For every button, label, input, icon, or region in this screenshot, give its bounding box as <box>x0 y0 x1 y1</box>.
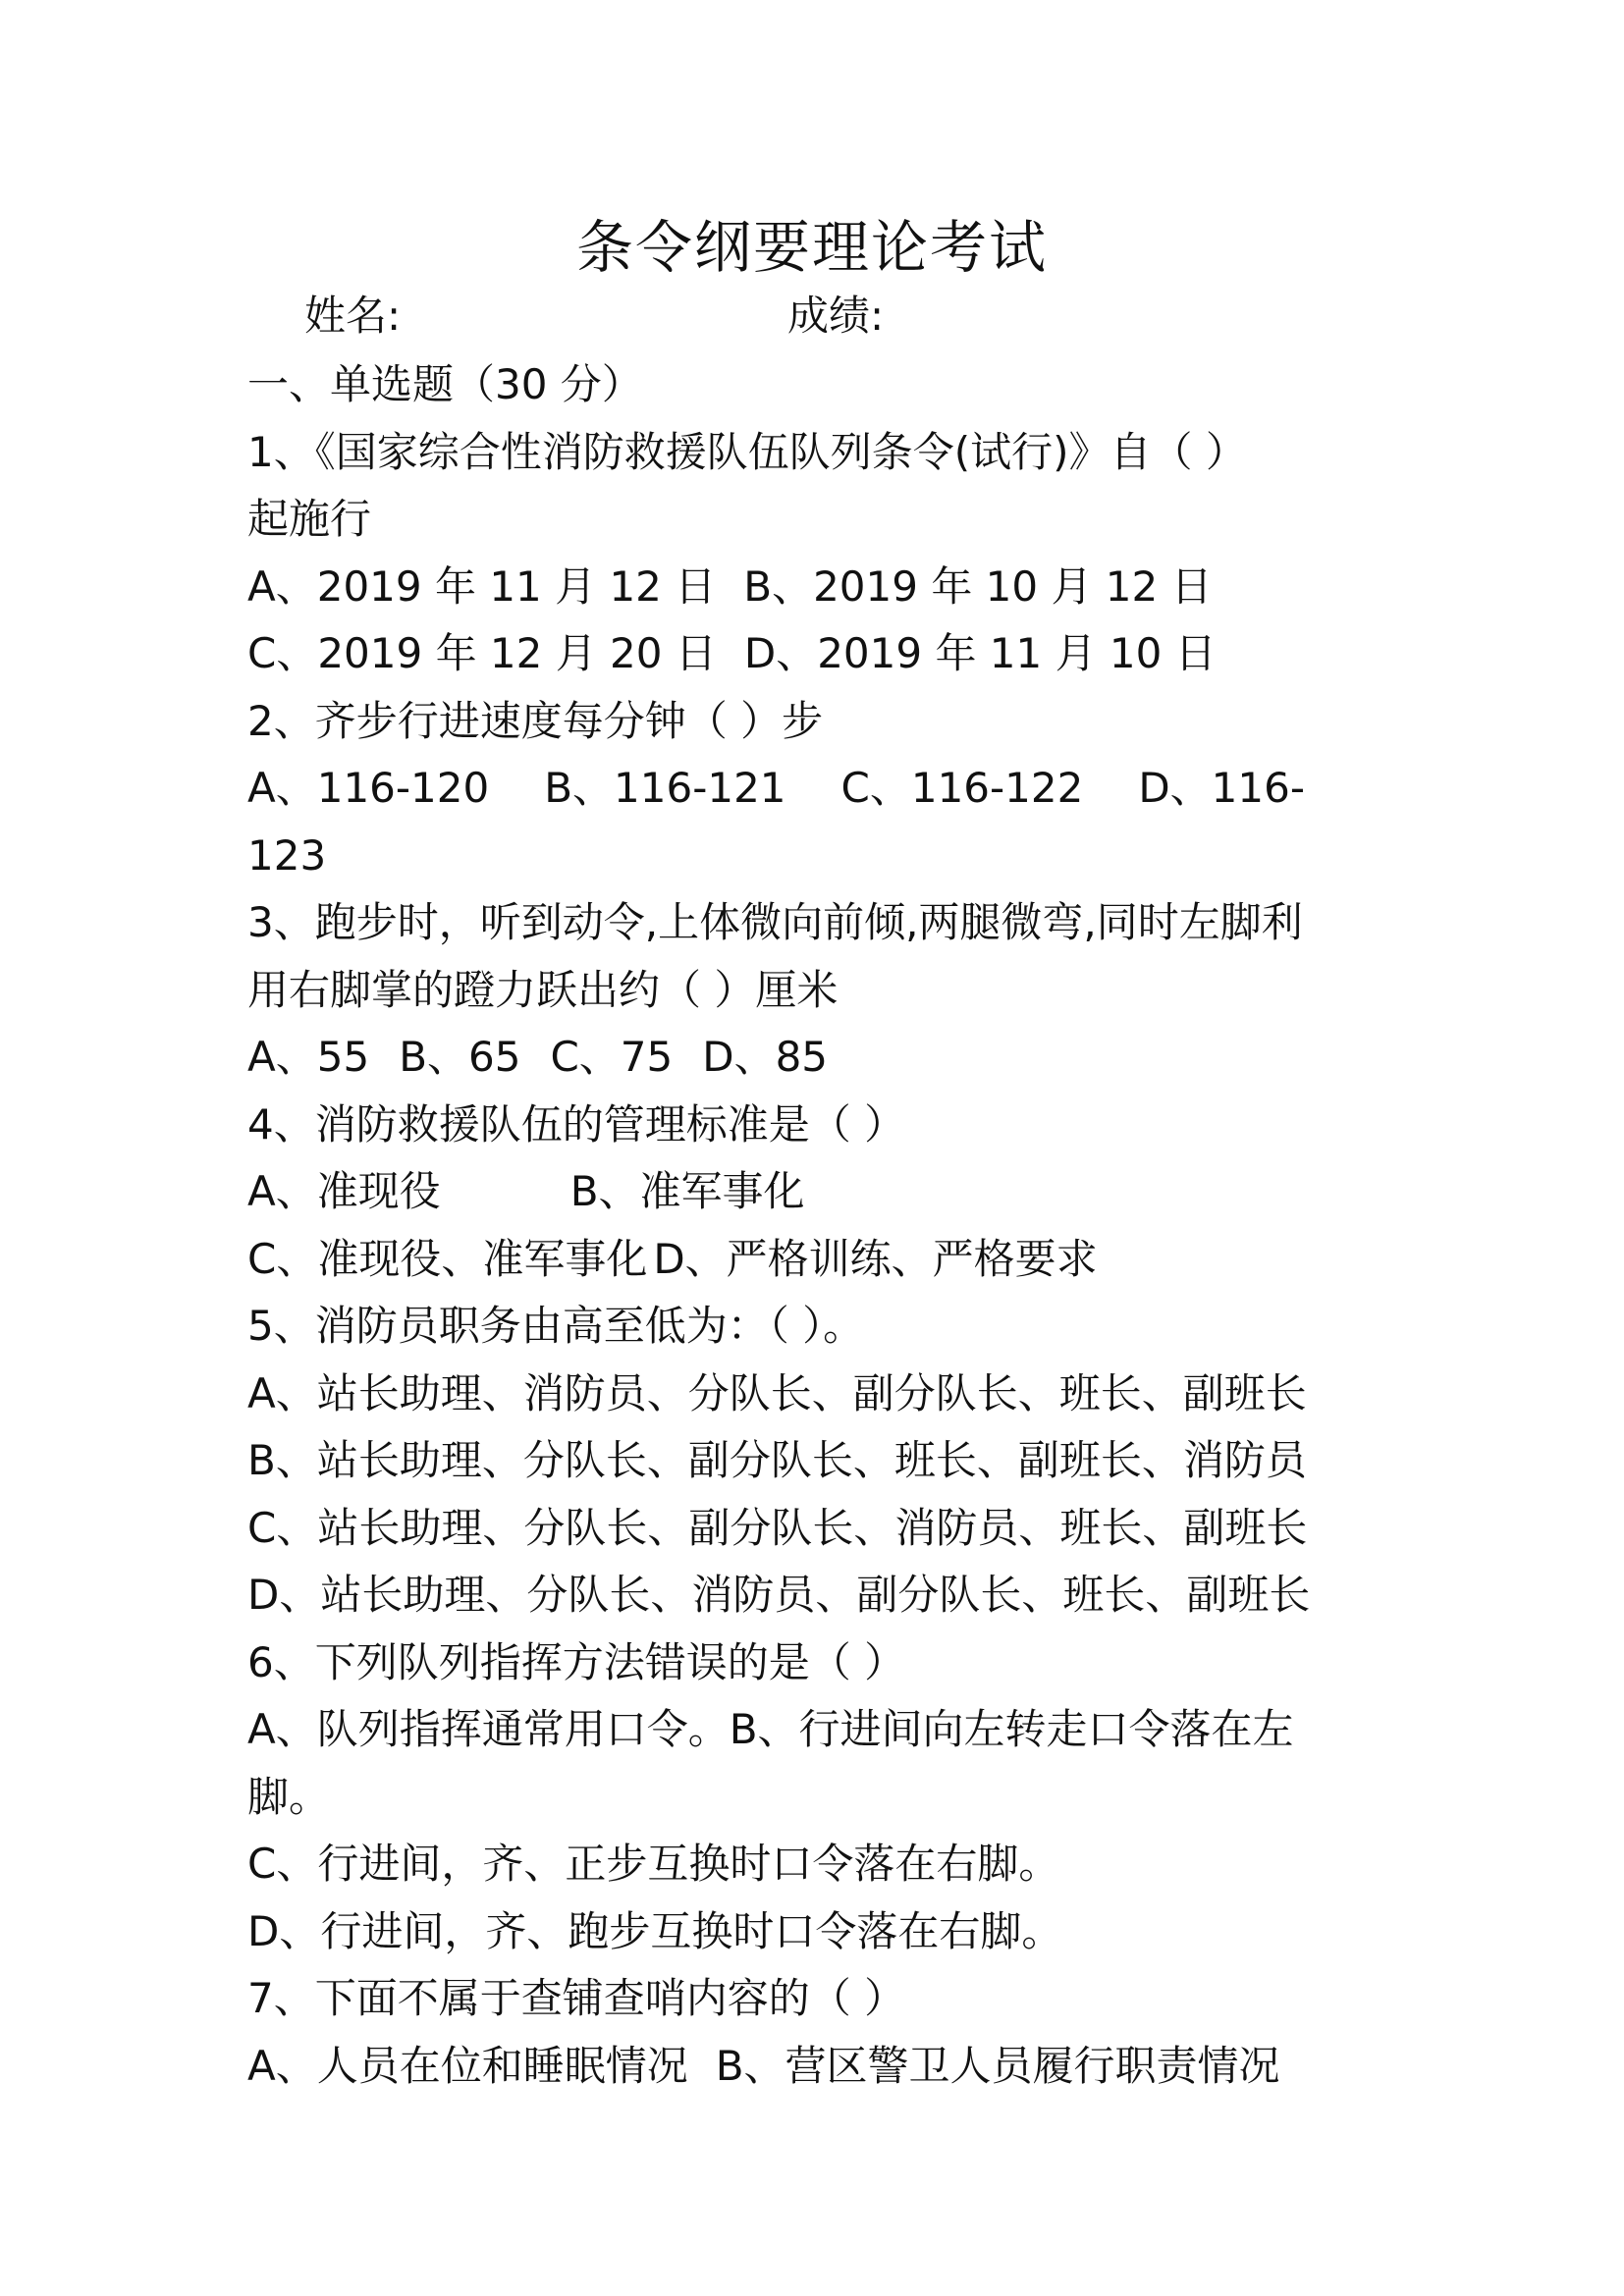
question-1-options-cd <box>247 620 1386 688</box>
score-label: 成绩: <box>787 292 885 340</box>
question-1-stem-cont: 起施行 <box>247 495 372 543</box>
question-2-options <box>247 755 1386 823</box>
q2-option-b: B、116-121 <box>544 764 786 812</box>
q2-option-d: D、116- <box>1138 764 1306 812</box>
q6-option-b-cont: 脚。 <box>247 1772 331 1821</box>
question-4-options-ab <box>247 1158 1386 1226</box>
question-1-stem: 1、《国家综合性消防救援队伍队列条令(试行)》自（ ） <box>247 427 1247 476</box>
q3-option-c: C、75 <box>550 1033 674 1081</box>
question-5-stem: 5、消防员职务由高至低为：（ ）。 <box>247 1302 865 1350</box>
page-title: 条令纲要理论考试 <box>575 214 1048 281</box>
section-heading: 一、单选题（30 分） <box>247 360 643 408</box>
q5-option-d: D、站长助理、分队长、消防员、副分队长、班长、副班长 <box>247 1571 1311 1619</box>
question-2-option-d-cont: 123 <box>247 830 327 880</box>
q1-option-d: D、2019 年 11 月 10 日 <box>743 629 1217 677</box>
q5-option-c: C、站长助理、分队长、副分队长、消防员、班长、副班长 <box>247 1503 1308 1552</box>
q5-option-b: B、站长助理、分队长、副分队长、班长、副班长、消防员 <box>247 1436 1307 1484</box>
question-7-options <box>247 2033 1386 2101</box>
question-6-stem: 6、下列队列指挥方法错误的是（ ） <box>247 1637 906 1686</box>
exam-body <box>247 351 1386 2100</box>
question-1-options-ab <box>247 554 1386 621</box>
q5-option-a: A、站长助理、消防员、分队长、副分队长、班长、副班长 <box>247 1368 1307 1417</box>
q6-option-b: B、行进间向左转走口令落在左 <box>729 1705 1294 1753</box>
question-7-stem: 7、下面不属于查铺查哨内容的（ ） <box>247 1974 906 2022</box>
q4-option-c: C、准现役、准军事化 <box>247 1234 648 1283</box>
q7-option-a: A、人员在位和睡眠情况 <box>247 2041 688 2090</box>
q3-option-d: D、85 <box>702 1033 829 1081</box>
q7-option-b: B、营区警卫人员履行职责情况 <box>715 2041 1280 2090</box>
question-3-stem: 3、跑步时，听到动令,上体微向前倾,两腿微弯,同时左脚利 <box>247 898 1303 946</box>
question-6-options-ab <box>247 1696 1386 1764</box>
q1-option-a: A、2019 年 11 月 12 日 <box>247 561 717 611</box>
q4-option-a: A、准现役 <box>247 1167 441 1215</box>
q6-option-c: C、行进间，齐、正步互换时口令落在右脚。 <box>247 1840 1060 1888</box>
name-label: 姓名: <box>304 292 402 340</box>
q6-option-a: A、队列指挥通常用口令。 <box>247 1705 730 1753</box>
q6-option-d: D、行进间，齐、跑步互换时口令落在右脚。 <box>247 1906 1063 1955</box>
q4-option-d: D、严格训练、严格要求 <box>653 1234 1098 1283</box>
q3-option-a: A、55 <box>247 1033 370 1081</box>
question-4-options-cd <box>247 1226 1386 1294</box>
q1-option-b: B、2019 年 10 月 12 日 <box>743 561 1213 611</box>
q2-option-c: C、116-122 <box>840 764 1084 812</box>
question-2-stem: 2、齐步行进速度每分钟（ ）步 <box>247 696 824 745</box>
question-3-options <box>247 1024 1386 1092</box>
q2-option-a: A、116-120 <box>247 764 490 812</box>
question-3-stem-cont: 用右脚掌的蹬力跃出约（ ）厘米 <box>247 965 839 1014</box>
q3-option-b: B、65 <box>399 1033 521 1081</box>
q4-option-b: B、准军事化 <box>569 1167 805 1215</box>
q1-option-c: C、2019 年 12 月 20 日 <box>247 629 717 677</box>
question-4-stem: 4、消防救援队伍的管理标准是（ ） <box>247 1099 906 1148</box>
